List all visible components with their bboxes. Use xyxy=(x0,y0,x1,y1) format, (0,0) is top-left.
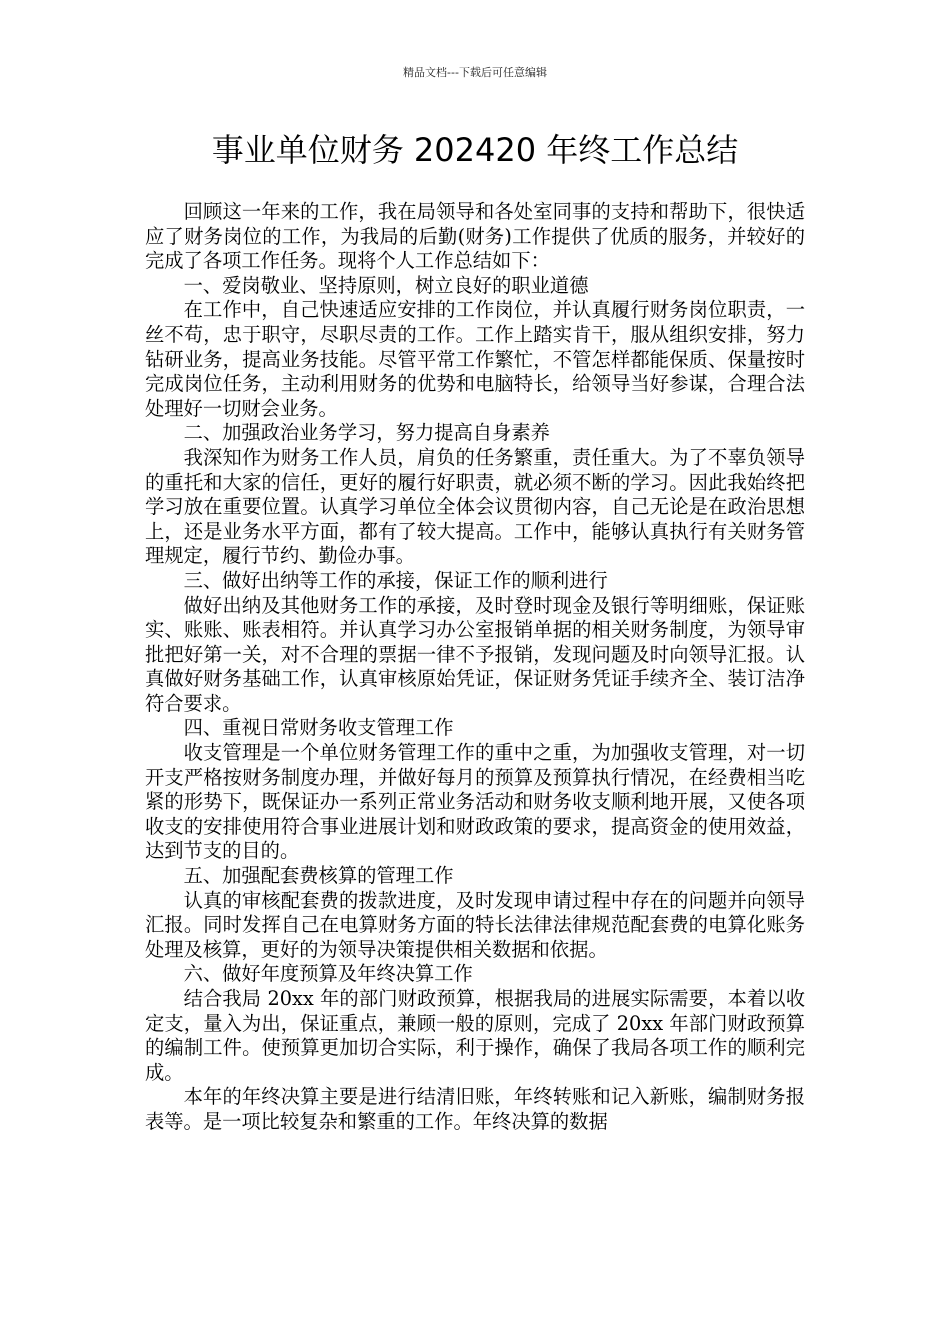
section-heading: 五、加强配套费核算的管理工作 xyxy=(183,864,454,888)
body-paragraph: 收支管理是一个单位财务管理工作的重中之重，为加强收支管理，对一切开支严格按财务制度办理，并做好每月的预算及预算执行情况，在经费相当吃紧的形势下，既保证办一系列正常业务活动和财务收支顺利地开展，又使各项收支的安排使用符合事业进展计划和财政政策的要求，提高资金的使用效益，达到节支的目的。 xyxy=(145,741,805,863)
body-paragraph: 认真的审核配套费的拨款进度，及时发现申请过程中存在的问题并向领导汇报。同时发挥自己在电算财务方面的特长法律法律规范配套费的电算化账务处理及核算，更好的为领导决策提供相关数据和依据。 xyxy=(145,888,805,961)
section-heading: 二、加强政治业务学习，努力提高自身素养 xyxy=(183,421,550,445)
body-paragraph: 回顾这一年来的工作，我在局领导和各处室同事的支持和帮助下，很快适应了财务岗位的工作，为我局的后勤(财务)工作提供了优质的服务，并较好的完成了各项工作任务。现将个人工作总结如下： xyxy=(145,200,805,273)
body-paragraph: 本年的年终决算主要是进行结清旧账，年终转账和记入新账，编制财务报表等。是一项比较复杂和繁重的工作。年终决算的数据 xyxy=(145,1085,805,1133)
body-paragraph: 我深知作为财务工作人员，肩负的任务繁重，责任重大。为了不辜负领导的重托和大家的信任，更好的履行好职责，就必须不断的学习。因此我始终把学习放在重要位置。认真学习单位全体会议贯彻内容，自己无论是在政治思想上，还是业务水平方面，都有了较大提高。工作中，能够认真执行有关财务管理规定，履行节约、勤俭办事。 xyxy=(145,445,805,568)
document-title: 事业单位财务 202420 年终工作总结 xyxy=(211,131,739,169)
section-heading: 一、爱岗敬业、坚持原则，树立良好的职业道德 xyxy=(183,273,589,297)
body-paragraph: 做好出纳及其他财务工作的承接，及时登时现金及银行等明细账，保证账实、账账、账表相符。并认真学习办公室报销单据的相关财务制度，为领导审批把好第一关，对不合理的票据一律不予报销，发现问题及时向领导汇报。认真做好财务基础工作，认真审核原始凭证，保证财务凭证手续齐全、装订洁净符合要求。 xyxy=(145,593,805,715)
body-paragraph: 结合我局 20xx 年的部门财政预算，根据我局的进展实际需要，本着以收定支，量入为出，保证重点，兼顾一般的原则，完成了 20xx 年部门财政预算的编制工件。使预算更加切合实际，利于操作，确保了我局各项工作的顺利完成。 xyxy=(145,987,805,1084)
header-note: 精品文档---下载后可任意编辑 xyxy=(403,66,547,79)
section-heading: 三、做好出纳等工作的承接，保证工作的顺利进行 xyxy=(183,568,608,592)
body-paragraph: 在工作中，自己快速适应安排的工作岗位，并认真履行财务岗位职责，一丝不苟，忠于职守，尽职尽责的工作。工作上踏实肯干，服从组织安排，努力钻研业务，提高业务技能。尽管平常工作繁忙，不管怎样都能保质、保量按时完成岗位任务，主动利用财务的优势和电脑特长，给领导当好参谋，合理合法处理好一切财会业务。 xyxy=(145,298,805,420)
section-heading: 四、重视日常财务收支管理工作 xyxy=(183,716,454,740)
section-heading: 六、做好年度预算及年终决算工作 xyxy=(183,962,473,986)
document-body xyxy=(145,200,805,1135)
